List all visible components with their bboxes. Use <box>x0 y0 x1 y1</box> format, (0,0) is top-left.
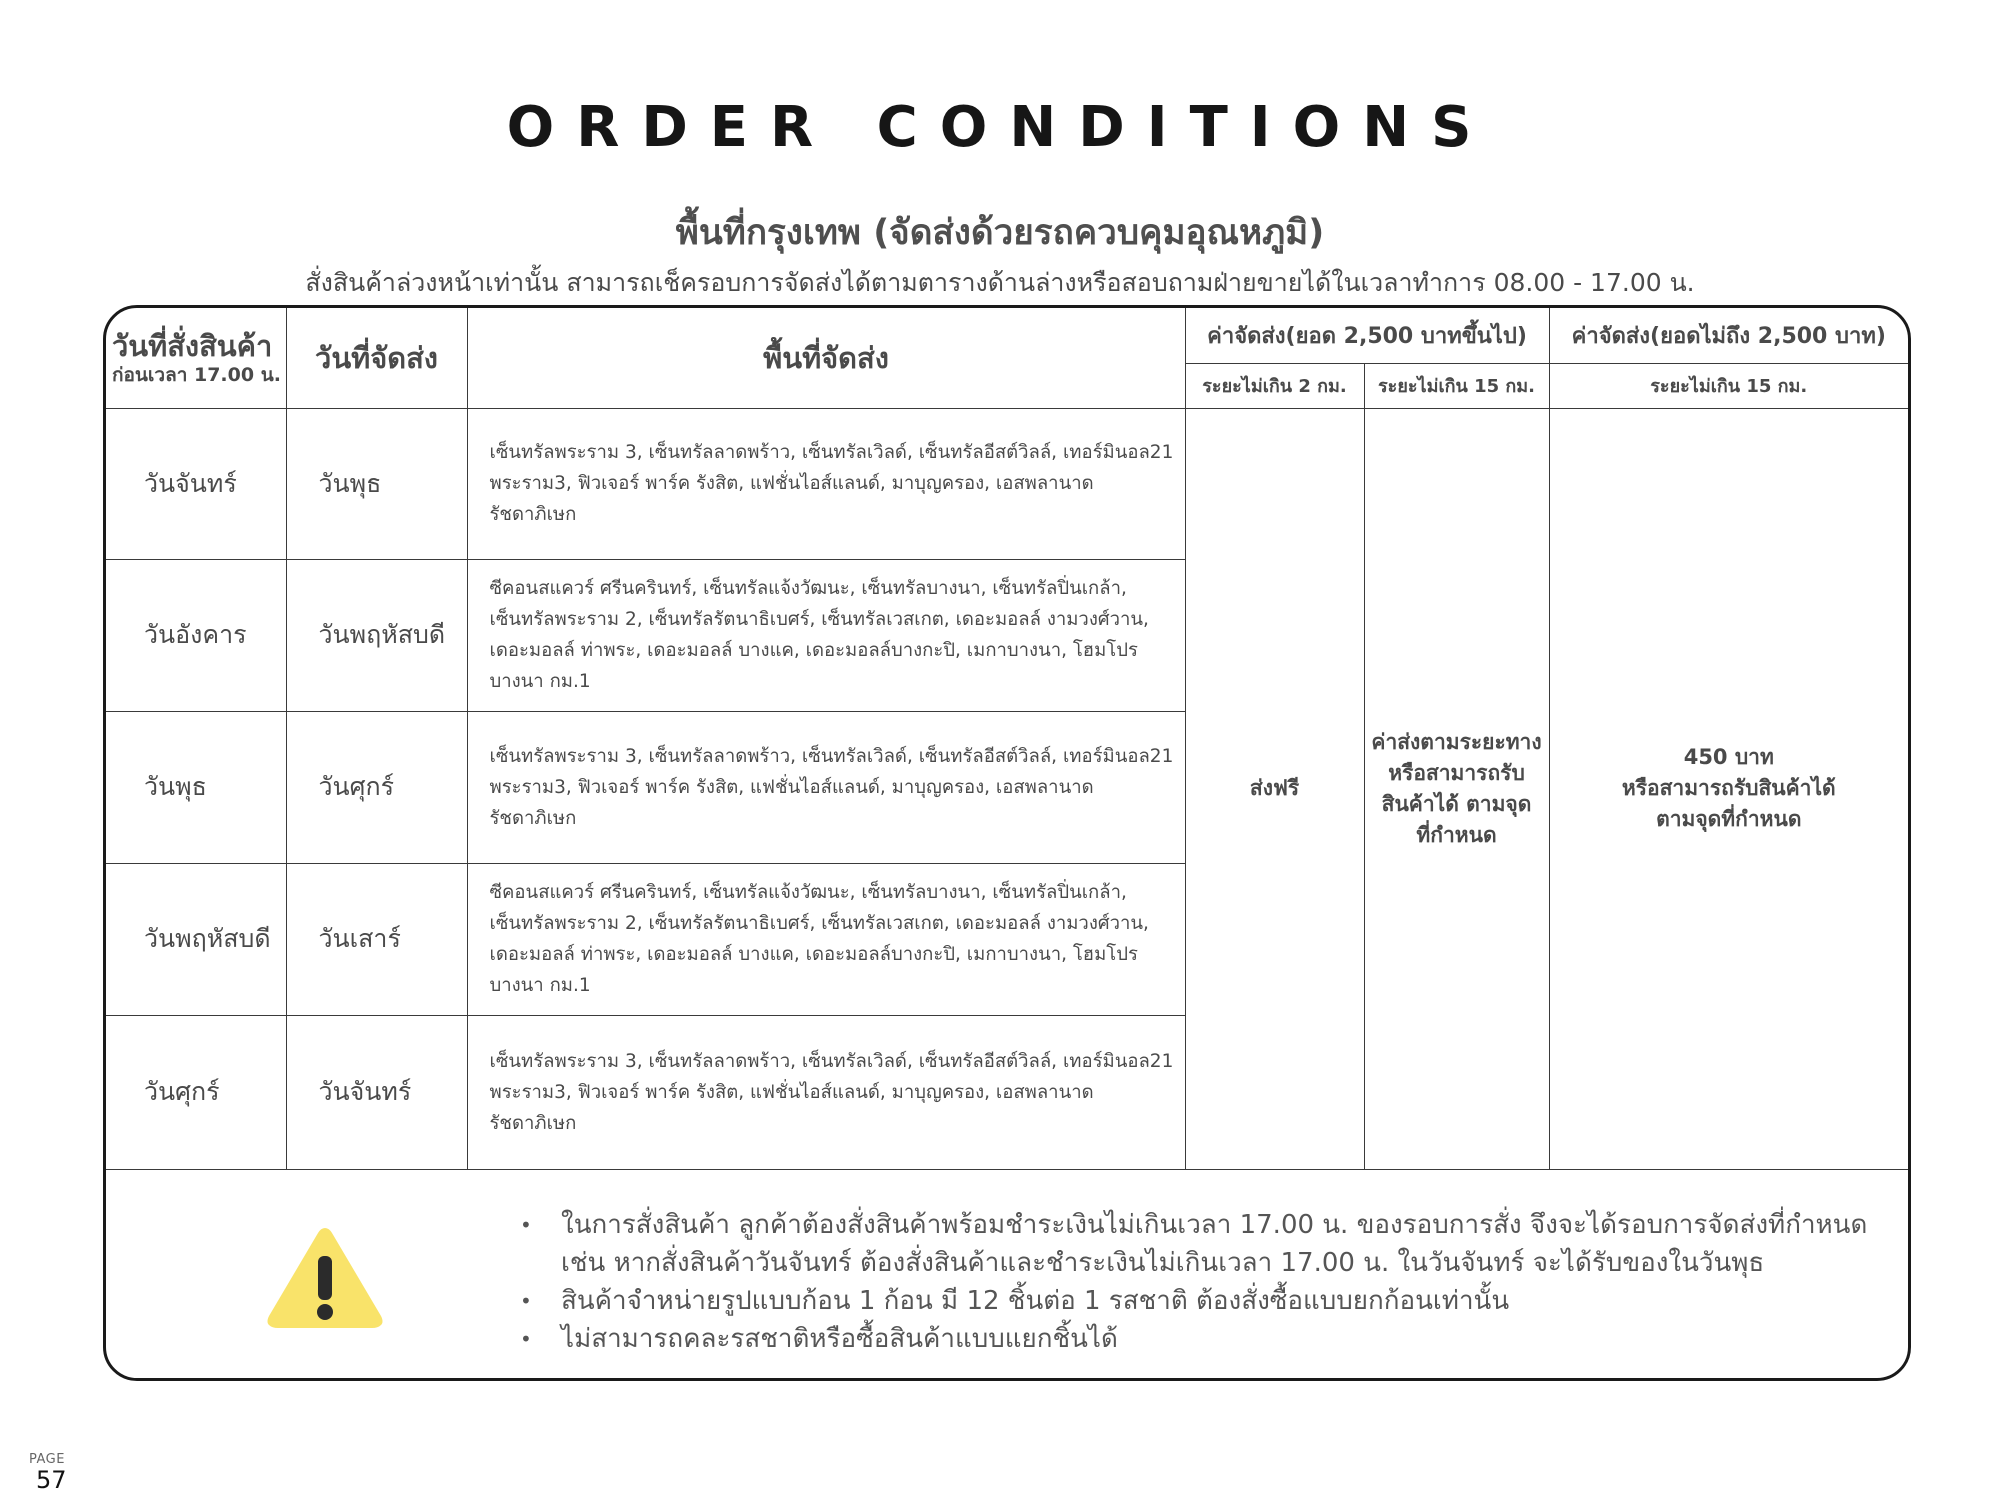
delivery-day-cell: วันศุกร์ <box>286 711 467 863</box>
order-note: สั่งสินค้าล่วงหน้าเท่านั้น สามารถเช็ครอบการจัดส่งได้ตามตารางด้านล่างหรือสอบถามฝ่ายขายได้ในเวลาทำการ 08.00 - 17.00 น. <box>305 268 1695 297</box>
order-day-cell: วันอังคาร <box>106 559 286 711</box>
list-item <box>506 1320 1867 1358</box>
table-row <box>106 408 1908 559</box>
list-item-text: ในการสั่งสินค้า ลูกค้าต้องสั่งสินค้าพร้อมชำระเงินไม่เกินเวลา 17.00 น. ของรอบการสั่ง จึงจะได้รอบการจัดส่งที่กำหนด <box>561 1210 1868 1240</box>
header-order-day <box>106 308 286 408</box>
list-item-text: ไม่สามารถคละรสชาติหรือซื้อสินค้าแบบแยกชิ้นได้ <box>561 1324 1118 1354</box>
list-item-text: สินค้าจำหน่ายรูปแบบก้อน 1 ก้อน มี 12 ชิ้นต่อ 1 รสชาติ ต้องสั่งซื้อแบบยกก้อนเท่านั้น <box>561 1286 1510 1316</box>
delivery-day-cell: วันพฤหัสบดี <box>286 559 467 711</box>
header-delivery-day: วันที่จัดส่ง <box>286 308 467 408</box>
area-line: เดอะมอลล์ ท่าพระ, เดอะมอลล์ บางแค, เดอะมอลล์บางกะปิ, เมกาบางนา, โฮมโปรบางนา กม.1 <box>489 640 1138 692</box>
list-item-text: เช่น หากสั่งสินค้าวันจันทร์ ต้องสั่งสินค้าและชำระเงินไม่เกินเวลา 17.00 น. ในวันจันทร์ จะได้รับของในวันพุธ <box>561 1248 1765 1278</box>
area-line: เซ็นทรัลพระราม 3, เซ็นทรัลลาดพร้าว, เซ็นทรัลเวิลด์, เซ็นทรัลอีสต์วิลล์, เทอร์มินอล21 <box>489 745 1174 767</box>
page-title: ORDER CONDITIONS <box>506 95 1494 160</box>
order-conditions-table <box>106 308 1908 1170</box>
area-line: พระราม3, ฟิวเจอร์ พาร์ค รังสิต, แฟชั่นไอส์แลนด์, มาบุญครอง, เอสพลานาด รัชดาภิเษก <box>489 473 1094 525</box>
area-line: เซ็นทรัลพระราม 3, เซ็นทรัลลาดพร้าว, เซ็นทรัลเวิลด์, เซ็นทรัลอีสต์วิลล์, เทอร์มินอล21 <box>489 442 1174 463</box>
fee-under-line: 450 บาท <box>1683 745 1774 769</box>
list-item <box>506 1282 1867 1320</box>
header-order-day-note: ก่อนเวลา 17.00 น. <box>112 363 281 386</box>
notes-panel <box>106 1172 1908 1378</box>
order-day-cell: วันจันทร์ <box>106 408 286 559</box>
area-line: เซ็นทรัลพระราม 3, เซ็นทรัลลาดพร้าว, เซ็นทรัลเวิลด์, เซ็นทรัลอีสต์วิลล์, เทอร์มินอล21 <box>489 1050 1174 1072</box>
area-line: เซ็นทรัลพระราม 2, เซ็นทรัลรัตนาธิเบศร์, เซ็นทรัลเวสเกต, เดอะมอลล์ งามวงศ์วาน, <box>489 913 1149 934</box>
section-subtitle: พื้นที่กรุงเทพ (จัดส่งด้วยรถควบคุมอุณหภูมิ) <box>675 213 1325 253</box>
fee-15km-line: สินค้าได้ ตามจุด <box>1381 791 1532 816</box>
fee-under-line: หรือสามารถรับสินค้าได้ <box>1621 776 1836 800</box>
order-day-cell: วันพุธ <box>106 711 286 863</box>
order-day-cell: วันพฤหัสบดี <box>106 863 286 1015</box>
header-range-15km: ระยะไม่เกิน 15 กม. <box>1364 363 1549 408</box>
fee-under-cell <box>1549 408 1908 1169</box>
delivery-day-cell: วันพุธ <box>286 408 467 559</box>
bullet-marker: • <box>520 1289 532 1313</box>
fee-under-line: ตามจุดที่กำหนด <box>1656 807 1802 831</box>
header-area: พื้นที่จัดส่ง <box>467 308 1185 408</box>
fee-15km-cell <box>1364 408 1549 1169</box>
area-cell <box>467 711 1185 863</box>
area-cell <box>467 1015 1185 1169</box>
order-day-cell: วันศุกร์ <box>106 1015 286 1169</box>
delivery-day-cell: วันจันทร์ <box>286 1015 467 1169</box>
area-cell <box>467 559 1185 711</box>
header-order-day-label: วันที่สั่งสินค้า <box>112 328 273 363</box>
conditions-list <box>506 1206 1867 1358</box>
warning-icon <box>263 1222 387 1332</box>
header-range-2km: ระยะไม่เกิน 2 กม. <box>1185 363 1364 408</box>
area-cell <box>467 408 1185 559</box>
area-line: ซีคอนสแควร์ ศรีนครินทร์, เซ็นทรัลแจ้งวัฒนะ, เซ็นทรัลบางนา, เซ็นทรัลปิ่นเกล้า, <box>489 882 1127 903</box>
order-conditions-table-frame <box>103 305 1911 1381</box>
header-fee-under: ค่าจัดส่ง(ยอดไม่ถึง 2,500 บาท) <box>1549 308 1908 363</box>
fee-2km-cell: ส่งฟรี <box>1185 408 1364 1169</box>
fee-15km-line: ที่กำหนด <box>1416 822 1497 847</box>
header-fee-over: ค่าจัดส่ง(ยอด 2,500 บาทขึ้นไป) <box>1185 308 1549 363</box>
bullet-marker: • <box>520 1327 532 1351</box>
area-line: เดอะมอลล์ ท่าพระ, เดอะมอลล์ บางแค, เดอะมอลล์บางกะปิ, เมกาบางนา, โฮมโปรบางนา กม.1 <box>489 944 1138 996</box>
delivery-day-cell: วันเสาร์ <box>286 863 467 1015</box>
area-cell <box>467 863 1185 1015</box>
bullet-marker: • <box>520 1213 532 1237</box>
area-line: ซีคอนสแควร์ ศรีนครินทร์, เซ็นทรัลแจ้งวัฒนะ, เซ็นทรัลบางนา, เซ็นทรัลปิ่นเกล้า, <box>489 578 1127 599</box>
header-range-15km-under: ระยะไม่เกิน 15 กม. <box>1549 363 1908 408</box>
area-line: เซ็นทรัลพระราม 2, เซ็นทรัลรัตนาธิเบศร์, เซ็นทรัลเวสเกต, เดอะมอลล์ งามวงศ์วาน, <box>489 609 1149 630</box>
fee-15km-line: ค่าส่งตามระยะทาง <box>1371 729 1542 754</box>
page-label: PAGE <box>29 1452 65 1467</box>
fee-15km-line: หรือสามารถรับ <box>1388 760 1525 785</box>
list-item <box>506 1206 1867 1282</box>
area-line: พระราม3, ฟิวเจอร์ พาร์ค รังสิต, แฟชั่นไอส์แลนด์, มาบุญครอง, เอสพลานาด รัชดาภิเษก <box>489 776 1094 829</box>
page-number: 57 <box>36 1466 67 1494</box>
area-line: พระราม3, ฟิวเจอร์ พาร์ค รังสิต, แฟชั่นไอส์แลนด์, มาบุญครอง, เอสพลานาด รัชดาภิเษก <box>489 1081 1094 1134</box>
